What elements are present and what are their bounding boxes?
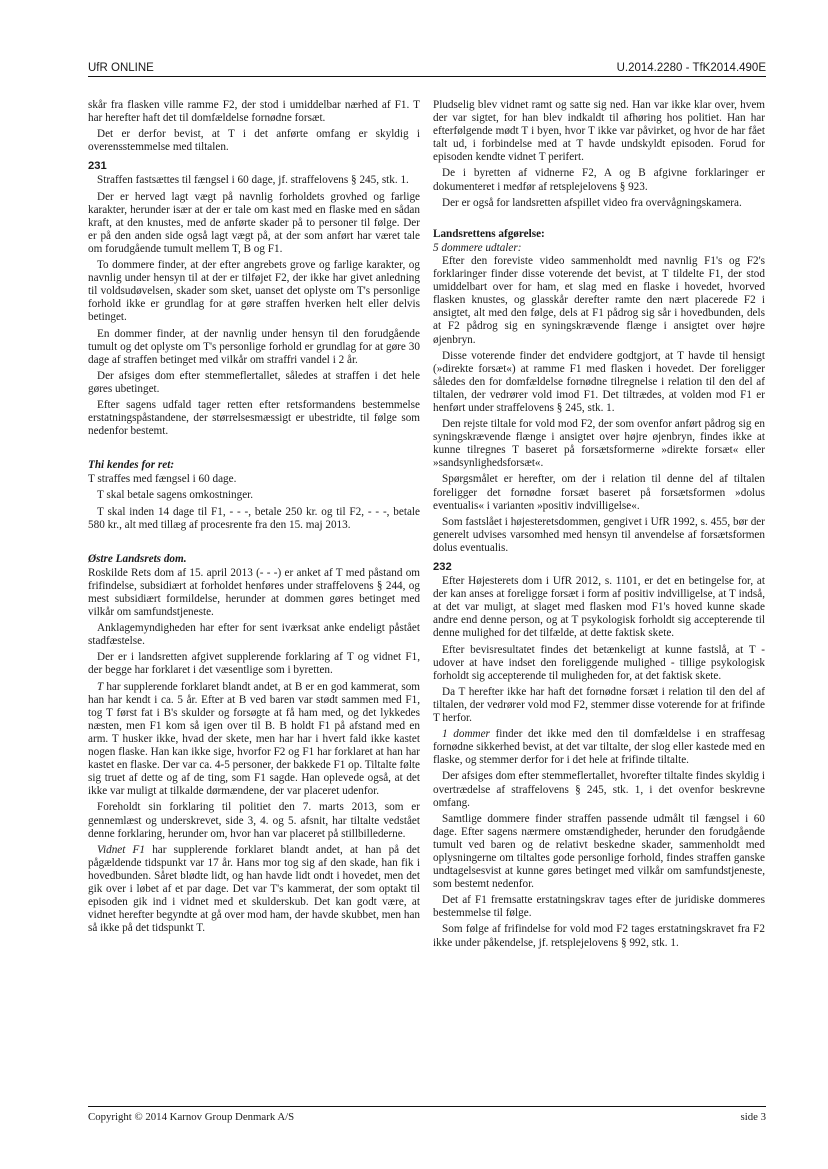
paragraph: Efter sagens udfald tager retten efter retsformandens bestemmelse erstatningspåstandene, der størrelsesmæssigt er ubestridte, til følge som nedenfor bestemt.: [88, 398, 420, 438]
margin-number: 232: [433, 561, 452, 573]
paragraph: Roskilde Rets dom af 15. april 2013 (- - -) er anket af T med påstand om frifindelse, subsidiært at forholdet henføres under straffelovens § 244, og mest subsidiært formildelse, herunder at dommen gøres betinget med vilkår om samfundstjeneste.: [88, 566, 420, 619]
paragraph: Da T herefter ikke har haft det fornødne forsæt i relation til den del af tiltalen, der vedrører vold mod F2, stemmer disse voterende for at frifinde T herfor.: [433, 685, 765, 725]
paragraph: Straffen fastsættes til fængsel i 60 dage, jf. straffelovens § 245, stk. 1.: [97, 174, 409, 187]
paragraph: 1 dommer finder det ikke med den til domfældelse i en straffesag fornødne sikkerhed bevist, at det var tiltalte, der slog eller kastede med en flaske, og stemmer derfor for i det hele at frifinde tiltalte.: [433, 728, 765, 767]
margin-number: 231: [88, 160, 107, 173]
left-column: [88, 99, 420, 938]
paragraph: skår fra flasken ville ramme F2, der stod i umiddelbar nærhed af F1. T har herefter haft det til domfældelse fornødne forsæt.: [88, 99, 420, 125]
paragraph: En dommer finder, at der navnlig under hensyn til den forudgående tumult og det oplyste om T's personlige forhold er grundlag for at gøre 30 dage af straffen betinget med vilkår om straffri vandel i 2 år.: [88, 327, 420, 366]
paragraph: Det er derfor bevist, at T i det anførte omfang er skyldig i overensstemmelse med tiltalen.: [88, 128, 420, 154]
section-heading-decision: Landsrettens afgørelse:: [433, 227, 545, 240]
paragraph: Efter den foreviste video sammenholdt med navnlig F1's og F2's forklaringer finder disse voterende det bevist, at T tildelte F1, der stod umiddelbart over for ham, et slag med en flaske i hovedet, hvorved flasken knustes, og glasskår derefter ramte den nært placerede F2 i ansigtet, alt med den følge, dels at F1 pådrog sig sår i hovedbunden, dels at F2 pådrog sig en syningskrævende flænge i ansigtet over højre øjenbryn.: [433, 254, 765, 346]
paragraph: Anklagemyndigheden har efter for sent iværksat anke endeligt påstået stadfæstelse.: [88, 622, 420, 648]
paragraph: Efter Højesterets dom i UfR 2012, s. 1101, er det en betingelse for, at der kan anses at foreligge forsæt i form af positiv indvilligelse, at T indså, at det var muligt, at slaget med flasken mod F1's hoved kunne skade andre end denne person, og at T psykologisk forholdt sig accepterende til denne mulighed for det tilfælde, at dette faktisk skete.: [433, 575, 765, 640]
paragraph: De i byretten af vidnerne F2, A og B afgivne forklaringer er dokumenteret i medfør af retsplejelovens § 923.: [433, 167, 765, 193]
paragraph: T straffes med fængsel i 60 dage.: [88, 473, 237, 486]
paragraph: Pludselig blev vidnet ramt og satte sig ned. Han var ikke klar over, hvem der var sigtet, for han blev indkaldt til afhøring hos politiet. Han har efterfølgende mødt T i byen, hvor T ikke var påvirket, og hvor de har fået talt ud, i forbindelse med at T havde undskyldt episoden. Forud for episoden kendte vidnet T perifert.: [433, 99, 765, 164]
paragraph: Der er også for landsretten afspillet video fra overvågningskamera.: [442, 196, 742, 209]
speaker-label: Vidnet F1: [97, 843, 145, 856]
paragraph: Det af F1 fremsatte erstatningskrav tages efter de juridiske dommeres bestemmelse til følge.: [433, 894, 765, 920]
paragraph: To dommere finder, at der efter angrebets grove og farlige karakter, og navnlig under hensyn til at der er tilføjet F2, der ikke har givet anledning til voldsudøvelsen, skader som sket, uanset det oplyste om T's personlige forhold ikke er grundlag for at gøre straffen hverken helt eller delvis betinget.: [88, 259, 420, 324]
section-heading-verdict: Thi kendes for ret:: [88, 459, 175, 472]
paragraph: T har supplerende forklaret blandt andet, at B er en god kammerat, som han har kendt i ca. 5 år. Efter at B ved baren var stødt sammen med F1, tog T først fat i B's skulder og forsøgte at få ham med, og det lykkedes næsten, men F1 kom så igen over til B. B holdt F1 på afstand med en arm. T husker ikke, hvad der skete, men har har i hvert fald ikke kastet nogen flaske. Han kan ikke sige, hvorfor F2 og F1 har forklaret at han har kastet en flaske. Der var ca. 4-5 personer, der bakkede F1 op. Tiltalte følte sig truet af dette og af de ting, som F1 sagde. Han oplevede også, at det ikke var muligt at tilkalde dørmændene, der var placeret udenfor.: [88, 680, 420, 798]
paragraph: Som følge af frifindelse for vold mod F2 tages erstatningskravet fra F2 ikke under påkendelse, jf. retsplejelovens § 992, stk. 1.: [433, 923, 765, 949]
paragraph: Der er herved lagt vægt på navnlig forholdets grovhed og farlige karakter, herunder især at der er tale om kast med en flaske med en sådan kraft, at den knustes, med de anførte skader på to personer til følge. Der er på den anden side også lagt vægt på, at der som anført har været tale om forudgående tumult mellem T, B og F1.: [88, 190, 420, 255]
document-reference: U.2014.2280 - TfK2014.490E: [616, 62, 766, 74]
paragraph: T skal inden 14 dage til F1, - - -, betale 250 kr. og til F2, - - -, betale 580 kr., alt med tillæg af procesrente fra den 15. maj 2013.: [88, 505, 420, 531]
paragraph: Som fastslået i højesteretsdommen, gengivet i UfR 1992, s. 455, bør der generelt udvises varsomhed med hensyn til anvendelse af forsætsformen dolus eventualis.: [433, 515, 765, 554]
page-header: [88, 58, 766, 77]
page-number: side 3: [740, 1111, 766, 1123]
paragraph: Der afsiges dom efter stemmeflertallet, hvorefter tiltalte findes skyldig i overtrædelse af straffelovens § 245, stk. 1, i det ovenfor beskrevne omfang.: [433, 770, 765, 809]
paragraph: Der afsiges dom efter stemmeflertallet, således at straffen i det hele gøres ubetinget.: [88, 369, 420, 395]
source-label: UfR ONLINE: [88, 62, 154, 74]
copyright-notice: Copyright © 2014 Karnov Group Denmark A/S: [88, 1111, 295, 1123]
paragraph: Foreholdt sin forklaring til politiet den 7. marts 2013, som er gennemlæst og underskrevet, side 3, 4. og 5. afsnit, har tiltalte vedstået denne forklaring, herunder om, hvor han var placeret på stillbillederne.: [88, 801, 420, 840]
paragraph: T skal betale sagens omkostninger.: [97, 489, 254, 502]
paragraph: Efter bevisresultatet findes det betænkeligt at kunne fastslå, at T - udover at have indset den foreliggende mulighed - tillige psykologisk forholdt sig accepterende til muligheden for, at det faktisk skete.: [433, 643, 765, 682]
paragraph: Vidnet F1 har supplerende forklaret blandt andet, at han på det pågældende tidspunkt var 17 år. Hans mor tog sig af den skade, han fik i hovedbunden. Såret blødte lidt, og han havde lidt ondt i hovedet, men det gik over i løbet af et par dage. Det var T's kammerat, der som optakt til episoden gik ind i vidnet med et skulderskub. Det kan godt være, at vidnet herefter begyndte at gå over mod ham, der havde skubbet, men han så ikke på det tidspunkt T.: [88, 843, 420, 935]
right-column: [433, 99, 765, 953]
judges-subheading: 5 dommere udtaler:: [433, 241, 522, 254]
speaker-label: 1 dommer: [442, 728, 490, 741]
paragraph: Disse voterende finder det endvidere godtgjort, at T havde til hensigt (»direkte forsæt«) at ramme F1 med flasken i hovedet. Der foreligger således den for domfældelse fornødne tilregnelse i relation til den del af tiltalen, der vedrører vold imod F1. Det tiltrædes, at volden mod F1 er henført under straffelovens § 245, stk. 1.: [433, 349, 765, 414]
section-heading-high-court: Østre Landsrets dom.: [88, 552, 187, 565]
paragraph: Samtlige dommere finder straffen passende udmålt til fængsel i 60 dage. Efter sagens nærmere omstændigheder, herunder den forudgående tumult ved baren og de relativt beskedne skader, sammenholdt med oplysningerne om tiltaltes gode personlige forhold, findes straffen ganske undtagelsesvist at kunne gøres betinget med vilkår om samfundstjeneste, som bestemt nedenfor.: [433, 812, 765, 891]
paragraph: Spørgsmålet er herefter, om der i relation til denne del af tiltalen foreligger det fornødne forsæt baseret på forsætsformen »dolus eventualis« i varianten »positiv indvilligelse«.: [433, 473, 765, 512]
page-footer: [88, 1106, 766, 1125]
speaker-label: T: [97, 680, 104, 693]
paragraph: Der er i landsretten afgivet supplerende forklaring af T og vidnet F1, der begge har forklaret i det væsentlige som i byretten.: [88, 651, 420, 677]
paragraph: Den rejste tiltale for vold mod F2, der som ovenfor anført pådrog sig en syningskrævende flænge i ansigtet over højre øjenbryn, findes ikke at kunne tilregnes T baseret på forsætsformerne »direkte forsæt« eller »sandsynlighedsforsæt«.: [433, 418, 765, 470]
